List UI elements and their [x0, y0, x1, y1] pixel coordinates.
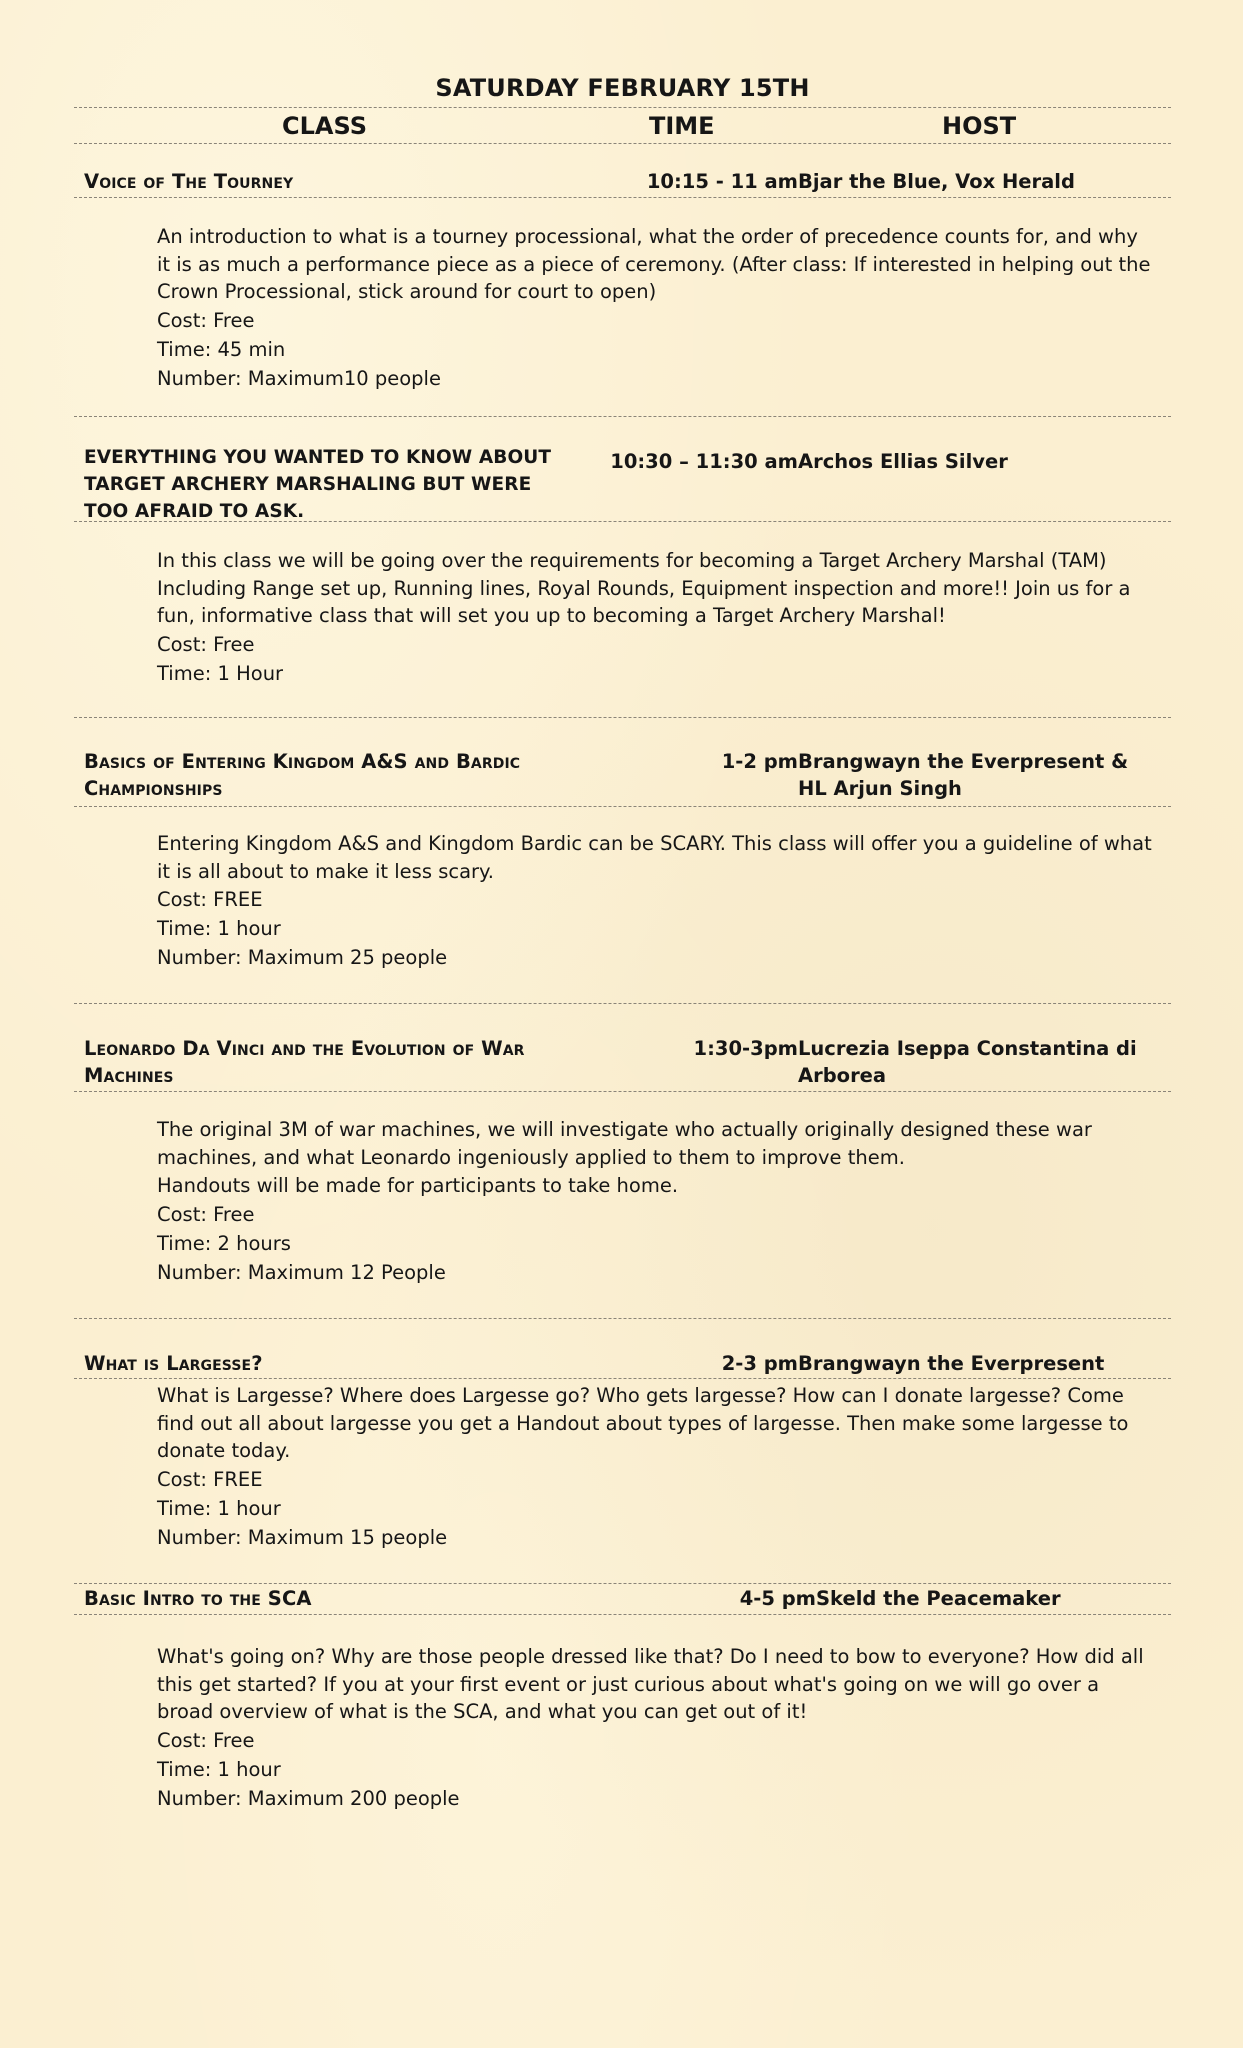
divider [74, 717, 1171, 718]
class-cost: Cost: Free [157, 632, 255, 656]
class-capacity: Number: Maximum 25 people [157, 946, 448, 969]
class-host: Lucrezia Iseppa Constantina di Arborea [798, 1037, 1137, 1087]
class-title: Leonardo Da Vinci and the Evolution of War Machines [84, 1037, 525, 1087]
divider [74, 521, 1171, 522]
class-time: 10:15 - 11 am [646, 170, 798, 193]
class-title: Basic Intro to the SCA [84, 1587, 312, 1610]
class-description-block [157, 547, 1157, 688]
class-description-block [157, 223, 1157, 393]
class-description: In this class we will be going over the requirements for becoming a Target Archery Marshal (TAM) Including Range set up, Running lines, Royal Rounds, Equipment inspection and more!! Join us for a fun, informative class that will set you up to becoming a Target Archery Marshal! [157, 549, 1131, 627]
divider [74, 197, 1171, 198]
class-cost: Cost: Free [157, 308, 255, 332]
class-host: Bjar the Blue, Vox Herald [798, 170, 1075, 193]
class-capacity: Number: Maximum 12 People [157, 1261, 446, 1284]
class-time: 4-5 pm [739, 1587, 816, 1610]
class-cost: Cost: FREE [157, 1467, 263, 1491]
divider [74, 416, 1171, 417]
class-capacity: Number: Maximum 200 people [157, 1786, 460, 1810]
class-title: Voice of The Tourney [84, 170, 294, 193]
class-duration: Time: 45 min [157, 337, 286, 361]
class-host: Brangwayn the Everpresent [798, 1352, 1105, 1375]
page-title: SATURDAY FEBRUARY 15TH [435, 74, 810, 102]
divider [74, 1003, 1171, 1004]
class-description-block [157, 830, 1157, 972]
class-duration: Time: 2 hours [157, 1232, 291, 1255]
class-time: 1:30-3pm [693, 1037, 798, 1060]
class-duration: Time: 1 Hour [157, 661, 284, 685]
class-description: Entering Kingdom A&S and Kingdom Bardic can be SCARY. This class will offer you a guideline of what it is all about to make it less scary. [157, 832, 1152, 883]
divider [74, 1614, 1171, 1615]
class-time: 10:30 – 11:30 am [610, 450, 798, 473]
class-time: 2-3 pm [721, 1352, 798, 1375]
class-description-block [157, 1116, 1157, 1287]
class-duration: Time: 1 hour [157, 1496, 281, 1520]
class-cost: Cost: Free [157, 1203, 255, 1226]
divider [74, 1378, 1171, 1379]
class-duration: Time: 1 hour [157, 1757, 281, 1781]
class-description: The original 3M of war machines, we will investigate who actually originally designed these war machines, and what Leonardo ingeniously applied to them to improve them. [157, 1118, 1092, 1169]
class-title: EVERYTHING YOU WANTED TO KNOW ABOUT TARGET ARCHERY MARSHALING BUT WERE TOO AFRAID TO ASK. [84, 447, 552, 522]
column-header-class: CLASS [282, 112, 367, 140]
class-time: 1-2 pm [721, 750, 798, 773]
divider [74, 1318, 1171, 1319]
divider [74, 143, 1171, 144]
divider [74, 107, 1171, 108]
class-cost: Cost: FREE [157, 888, 263, 911]
class-title: Basics of Entering Kingdom A&S and Bardic Championships [84, 750, 521, 800]
class-title: What is Largesse? [84, 1352, 263, 1375]
class-capacity: Number: Maximum 15 people [157, 1525, 448, 1549]
class-host: Brangwayn the Everpresent & HL Arjun Singh [798, 750, 1129, 800]
class-description: An introduction to what is a tourney processional, what the order of precedence counts for, and why it is as much a performance piece as a piece of ceremony. (After class: If interested in helping out the Crown Processional, stick around for court to open) [157, 225, 1151, 303]
class-description-block [157, 1382, 1157, 1552]
class-host: Skeld the Peacemaker [816, 1587, 1061, 1610]
class-host: Archos Ellias Silver [798, 450, 1008, 473]
class-duration: Time: 1 hour [157, 917, 281, 940]
class-description: What's going on? Why are those people dressed like that? Do I need to bow to everyone? How did all this get started? If you at your first event or just curious about what's going on we will go over a broad overview of what is the SCA, and what you can get out of it! [157, 1645, 1144, 1723]
class-cost: Cost: Free [157, 1728, 255, 1752]
class-capacity: Number: Maximum10 people [157, 366, 441, 390]
class-description-block [157, 1643, 1157, 1813]
divider [74, 1091, 1171, 1092]
class-description: What is Largesse? Where does Largesse go? Who gets largesse? How can I donate largesse? Come find out all about largesse you get a Handout about types of largesse. Then make some largesse to donate today. [157, 1384, 1129, 1462]
column-header-time: TIME [649, 112, 715, 140]
class-extra-note: Handouts will be made for participants to take home. [157, 1174, 679, 1197]
divider [74, 806, 1171, 807]
column-header-host: HOST [942, 112, 1017, 140]
divider [74, 1583, 1171, 1584]
